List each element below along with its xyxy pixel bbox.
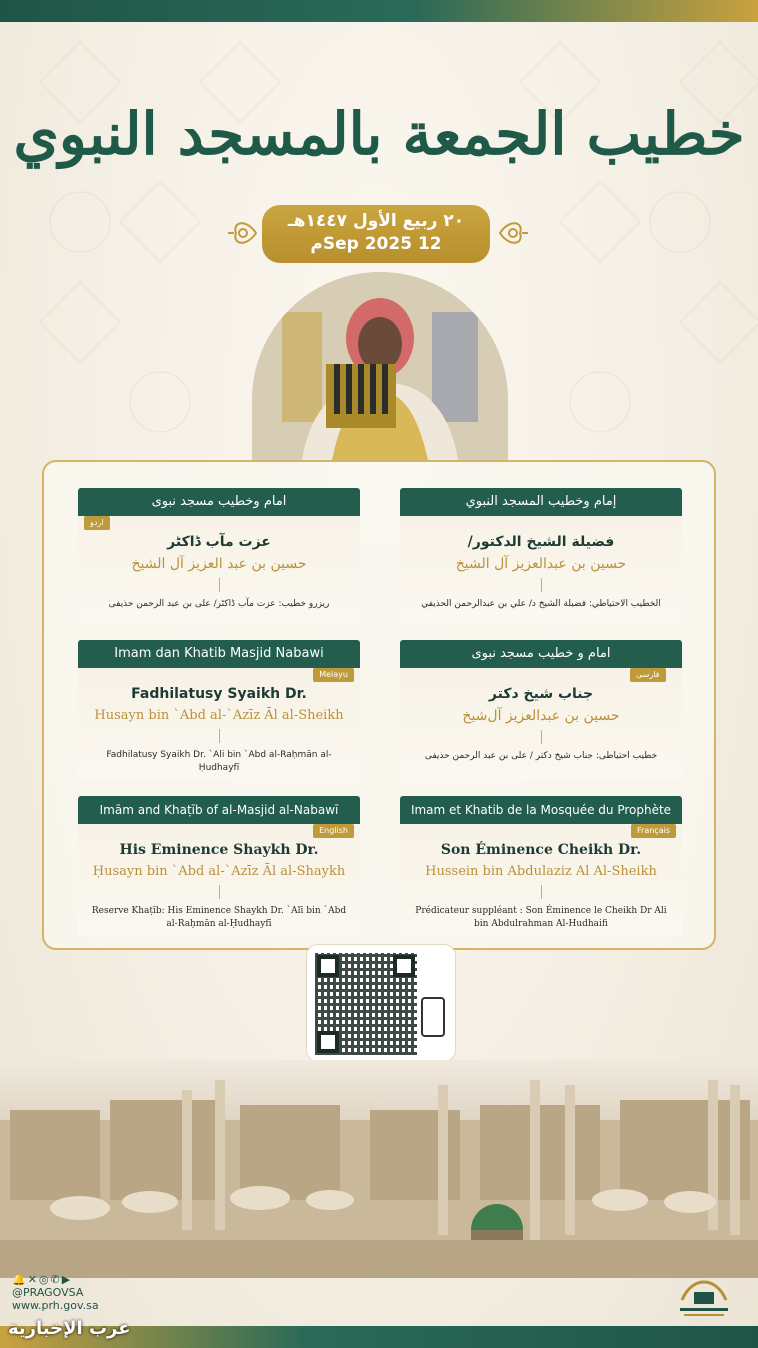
card-arabic: [400, 488, 682, 622]
card-reserve: Prédicateur suppléant : Son Éminence le Cheikh Dr Ali bin Abdulrahman Al-Hudhaifi: [415, 906, 667, 929]
left-ornament-icon: [226, 210, 260, 256]
haramain-logo-icon: [672, 1270, 736, 1324]
footer-social: [12, 1273, 99, 1312]
qr-finder-icon: [317, 1031, 339, 1053]
card-honor: Son Éminence Cheikh Dr.: [440, 842, 642, 858]
language-tag: اردو: [84, 516, 110, 530]
gregorian-date: 12 Sep 2025م: [310, 234, 442, 254]
mosque-cityscape-image: [0, 1060, 758, 1278]
card-header: Imām and Khaṭīb of al-Masjid al-Nabawī: [78, 796, 360, 824]
language-tag: English: [313, 824, 354, 838]
card-name: حسین بن عبد العزیز آل الشیخ: [131, 556, 307, 572]
card-reserve: ریزرو خطیب: عزت مآب ڈاکٹر/ علی بن عبد الرحمن حذیفی: [108, 599, 330, 609]
card-separator: [219, 885, 220, 899]
card-header: امام وخطیب مسجد نبوی: [78, 488, 360, 516]
hijri-date: ٢٠ ربيع الأول ١٤٤٧هـ: [287, 211, 465, 231]
card-urdu: [78, 488, 360, 622]
card-name: حسین بن عبدالعزیز آل‌شیخ: [462, 708, 620, 724]
card-separator: [541, 578, 542, 592]
qr-finder-icon: [393, 955, 415, 977]
card-farsi: [400, 640, 682, 780]
top-bar: [0, 0, 758, 22]
authority-logo: [672, 1270, 736, 1324]
card-reserve: الخطيب الاحتياطي: فضيلة الشيخ د/ علي بن عبدالرحمن الحذيفي: [421, 599, 661, 609]
card-header: Imam dan Khatib Masjid Nabawi: [78, 640, 360, 668]
card-name: Husayn bin ˋAbd al-ˋAzīz Āl al-Sheikh: [94, 708, 344, 723]
card-french: [400, 796, 682, 936]
card-honor: جناب شیخ دکتر: [488, 686, 594, 702]
card-honor: عزت مآب ڈاکٹر: [167, 534, 271, 550]
card-english: [78, 796, 360, 936]
card-separator: [541, 730, 542, 744]
qr-finder-icon: [317, 955, 339, 977]
phone-scan-icon: [421, 997, 445, 1037]
card-header: Imam et Khatib de la Mosquée du Prophète: [400, 796, 682, 824]
date-badge: [262, 205, 490, 263]
card-header: إمام وخطيب المسجد النبوي: [400, 488, 682, 516]
card-honor: فضيلة الشيخ الدكتور/: [467, 534, 615, 550]
card-separator: [541, 885, 542, 899]
card-separator: [219, 578, 220, 592]
card-header: امام و خطیب مسجد نبوی: [400, 640, 682, 668]
card-honor: His Eminence Shaykh Dr.: [119, 842, 319, 858]
card-name: Ḥusayn bin ˋAbd al-ˋAzīz Āl al-Shaykh: [92, 864, 346, 879]
watermark: عرب الإخبارية: [8, 1318, 131, 1339]
card-reserve: Reserve Khaṭīb: His Eminence Shaykh Dr. ˋAlī bin ˋAbd al-Raḥmān al-Ḥudhayfī: [91, 906, 347, 929]
card-name: Hussein bin Abdulaziz Al Al-Sheikh: [425, 864, 657, 879]
social-icons[interactable]: 🔔✕◎✆▶: [12, 1273, 73, 1286]
language-tag: Français: [631, 824, 676, 838]
social-handle[interactable]: @PRAGOVSA: [12, 1286, 84, 1299]
page-title: خطيب الجمعة بالمسجد النبوي: [13, 100, 745, 168]
language-tag: فارسی: [630, 668, 666, 682]
right-ornament-icon: [496, 210, 530, 256]
qr-code-box[interactable]: [306, 944, 456, 1062]
card-reserve: Fadhilatusy Syaikh Dr. ˋAli bin ˋAbd al-Raḥmān al-Ḥudhayfī: [106, 750, 332, 773]
language-tag: Melayu: [313, 668, 354, 682]
card-honor: Fadhilatusy Syaikh Dr.: [131, 686, 307, 702]
card-reserve: خطیب احتیاطی: جناب شیخ دکتر / علی بن عبد الرحمن حذیفی: [424, 751, 658, 761]
card-malay: [78, 640, 360, 780]
website-link[interactable]: www.prh.gov.sa: [12, 1299, 99, 1312]
card-separator: [219, 729, 220, 743]
card-name: حسين بن عبدالعزيز آل الشيخ: [455, 556, 627, 572]
